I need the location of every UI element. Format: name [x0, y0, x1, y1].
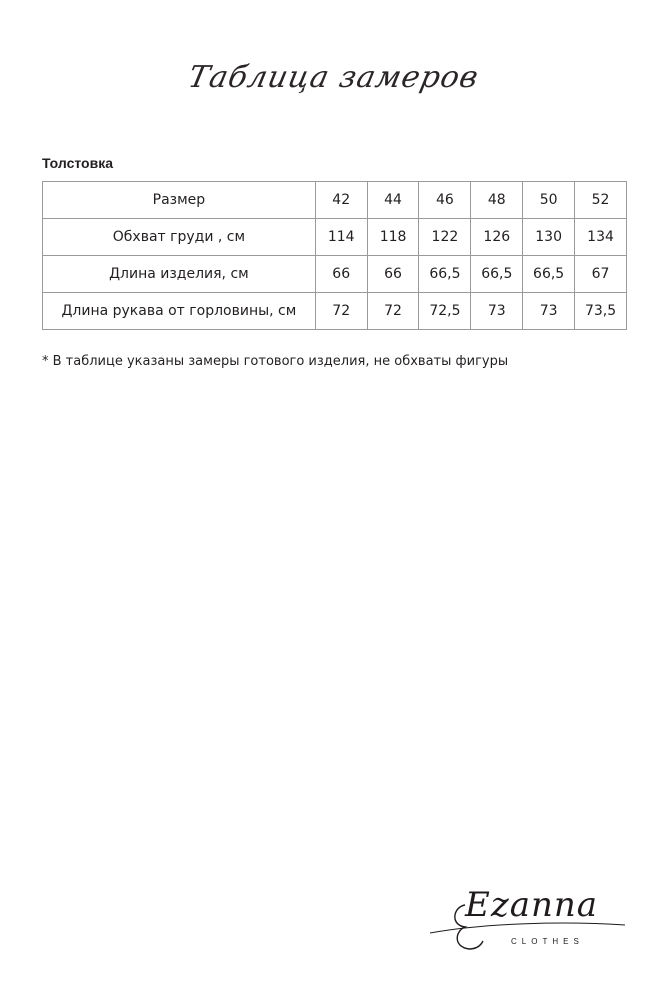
logo-subtitle: CLOTHES	[511, 937, 584, 946]
table-cell: 44	[367, 182, 419, 219]
table-cell: 72	[315, 293, 367, 330]
table-cell: 66,5	[419, 256, 471, 293]
section-title: Толстовка	[42, 155, 113, 171]
table-cell: 66,5	[523, 256, 575, 293]
table-cell: 73	[471, 293, 523, 330]
row-label: Длина изделия, см	[43, 256, 316, 293]
table-cell: 118	[367, 219, 419, 256]
table-cell: 67	[575, 256, 627, 293]
row-label: Длина рукава от горловины, см	[43, 293, 316, 330]
row-label: Обхват груди , см	[43, 219, 316, 256]
table-cell: 73,5	[575, 293, 627, 330]
row-label: Размер	[43, 182, 316, 219]
table-row	[43, 256, 627, 293]
page-title: Таблица замеров	[185, 60, 483, 95]
table-cell: 122	[419, 219, 471, 256]
table-cell: 114	[315, 219, 367, 256]
table-row	[43, 219, 627, 256]
table-cell: 50	[523, 182, 575, 219]
footnote: * В таблице указаны замеры готового изделия, не обхваты фигуры	[42, 354, 509, 369]
table-cell: 72,5	[419, 293, 471, 330]
table-cell: 126	[471, 219, 523, 256]
table-cell: 46	[419, 182, 471, 219]
table-cell: 66	[315, 256, 367, 293]
size-chart-table	[42, 181, 627, 330]
table-cell: 73	[523, 293, 575, 330]
table-row	[43, 293, 627, 330]
table-cell: 134	[575, 219, 627, 256]
table-cell: 48	[471, 182, 523, 219]
table-row	[43, 182, 627, 219]
table-cell: 72	[367, 293, 419, 330]
brand-logo	[425, 885, 635, 975]
table-cell: 66,5	[471, 256, 523, 293]
table-cell: 130	[523, 219, 575, 256]
table-cell: 52	[575, 182, 627, 219]
table-cell: 66	[367, 256, 419, 293]
table-cell: 42	[315, 182, 367, 219]
logo-wordmark: Ezanna	[465, 885, 599, 925]
